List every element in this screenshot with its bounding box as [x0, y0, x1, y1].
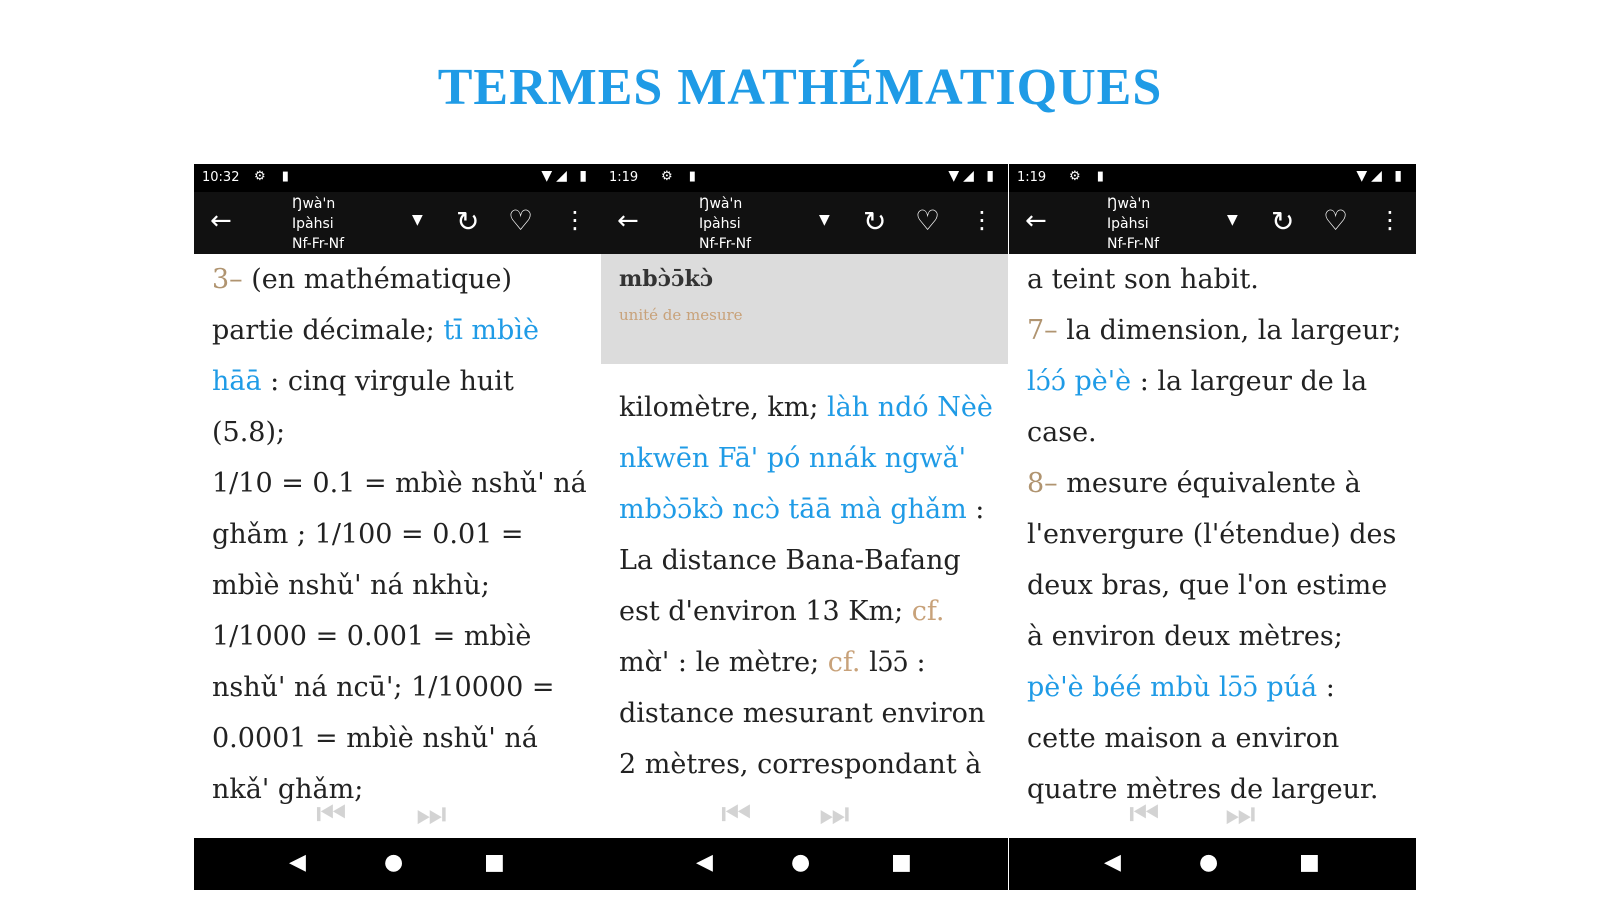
app-bar — [194, 192, 601, 254]
status-right-icons: ▼◢ ▮ — [948, 168, 998, 184]
app-bar — [601, 192, 1008, 254]
entry-text: : cinq virgule huit (5.8); — [212, 366, 514, 448]
dropdown-line-1: Ŋwà'n — [292, 196, 336, 212]
next-icon[interactable]: ⏭ — [819, 794, 850, 834]
favorite-heart-icon[interactable]: ♡ — [508, 204, 534, 237]
entry-text: lɔ̄ɔ̄ : distance mesurant environ 2 mètres, correspondant à — [619, 647, 986, 780]
entry-text: : la largeur de la case. — [1027, 366, 1368, 448]
entry-content — [619, 382, 998, 838]
navigation-bar — [194, 838, 601, 890]
dropdown-line-3: Nf-Fr-Nf — [292, 236, 345, 252]
nav-home-icon[interactable]: ● — [791, 850, 811, 875]
nav-recent-icon[interactable]: ■ — [891, 850, 912, 875]
nav-recent-icon[interactable]: ■ — [484, 850, 505, 875]
nav-back-icon[interactable]: ◀ — [696, 850, 713, 875]
phone-screenshots — [194, 164, 1416, 890]
overflow-menu-icon[interactable]: ⋮ — [563, 206, 587, 234]
dictionary-dropdown[interactable] — [1107, 194, 1237, 252]
status-left-icons: ⚙ ▮ — [1069, 169, 1110, 184]
sense-number: 8– — [1027, 468, 1058, 499]
nav-recent-icon[interactable]: ■ — [1299, 850, 1320, 875]
page-title: TERMES MATHÉMATIQUES — [437, 59, 1163, 116]
sense-number: 7– — [1027, 315, 1058, 346]
chevron-down-icon[interactable]: ▼ — [412, 212, 423, 228]
cross-reference[interactable]: cf. — [911, 596, 945, 627]
refresh-icon[interactable]: ↻ — [1271, 205, 1295, 238]
dropdown-line-2: Ipàhsi — [292, 216, 334, 232]
favorite-heart-icon[interactable]: ♡ — [915, 204, 941, 237]
entry-text: : La distance Bana-Bafang est d'environ 13 Km; — [619, 494, 985, 627]
entry-text: mɑ̀' : le mètre; — [619, 647, 828, 678]
dropdown-line-2: Ipàhsi — [1107, 216, 1149, 232]
navigation-bar — [1009, 838, 1416, 890]
entry-text: 1/10 = 0.1 = mbìè nshǔ' ná ghǎm ; 1/100 = 0.01 = mbìè nshǔ' ná nkhù; 1/1000 = 0.001 = mbìè nshǔ' ná ncū'; 1/10000 = 0.0001 = mbìè nshǔ' ná nkǎ' ghǎm; — [212, 468, 587, 805]
dropdown-line-1: Ŋwà'n — [699, 196, 743, 212]
entry-text: la dimension, la largeur; — [1057, 315, 1402, 346]
previous-icon[interactable]: ⏮ — [1129, 794, 1160, 834]
refresh-icon[interactable]: ↻ — [863, 205, 887, 238]
refresh-icon[interactable]: ↻ — [456, 205, 480, 238]
status-bar — [194, 164, 601, 192]
entry-text: : cette maison a environ quatre mètres de largeur. — [1027, 672, 1379, 805]
previous-icon[interactable]: ⏮ — [316, 794, 347, 834]
back-arrow-icon[interactable]: ← — [1025, 206, 1047, 236]
entry-content — [1027, 254, 1406, 838]
example-link[interactable]: làh ndó Nèè nkwēn Fā' pó nnák ngwǎ' mbɔ̀ɔ̄kɔ̀ ncɔ̀ tāā mà ghǎm — [619, 392, 993, 525]
status-time: 1:19 — [609, 170, 639, 185]
status-time: 1:19 — [1017, 170, 1047, 185]
headword-gloss: unité de mesure — [619, 306, 743, 324]
nav-home-icon[interactable]: ● — [384, 850, 404, 875]
back-arrow-icon[interactable]: ← — [617, 206, 639, 236]
example-link[interactable]: lɔ́ɔ́ pè'è — [1027, 366, 1132, 397]
previous-icon[interactable]: ⏮ — [721, 794, 752, 834]
entry-header — [601, 254, 1008, 364]
entry-text: (en mathématique) partie décimale; — [212, 264, 513, 346]
entry-text: mesure équivalente à l'envergure (l'étendue) des deux bras, que l'on estime à environ deux mètres; — [1027, 468, 1397, 652]
dictionary-dropdown[interactable] — [699, 194, 829, 252]
status-left-icons: ⚙ ▮ — [254, 169, 295, 184]
next-icon[interactable]: ⏭ — [416, 794, 447, 834]
overflow-menu-icon[interactable]: ⋮ — [1378, 206, 1402, 234]
nav-home-icon[interactable]: ● — [1199, 850, 1219, 875]
app-bar — [1009, 192, 1416, 254]
sense-number: 3– — [212, 264, 243, 295]
chevron-down-icon[interactable]: ▼ — [819, 212, 830, 228]
status-bar — [1009, 164, 1416, 192]
phone-screen-1 — [194, 164, 601, 890]
dropdown-line-3: Nf-Fr-Nf — [699, 236, 752, 252]
status-time: 10:32 — [202, 170, 240, 185]
status-right-icons: ▼◢ ▮ — [541, 168, 591, 184]
entry-text: kilomètre, km; — [619, 392, 828, 423]
headword: mbɔ̀ɔ̄kɔ̀ — [619, 266, 714, 292]
status-right-icons: ▼◢ ▮ — [1356, 168, 1406, 184]
nav-back-icon[interactable]: ◀ — [1104, 850, 1121, 875]
example-link[interactable]: pè'è béé mbù lɔ̄ɔ̄ púá — [1027, 672, 1318, 703]
navigation-bar — [601, 838, 1008, 890]
favorite-heart-icon[interactable]: ♡ — [1323, 204, 1349, 237]
cross-reference[interactable]: cf. — [827, 647, 861, 678]
dropdown-line-2: Ipàhsi — [699, 216, 741, 232]
chevron-down-icon[interactable]: ▼ — [1227, 212, 1238, 228]
dropdown-line-1: Ŋwà'n — [1107, 196, 1151, 212]
phone-screen-3 — [1009, 164, 1416, 890]
entry-content — [212, 254, 591, 838]
status-left-icons: ⚙ ▮ — [661, 169, 702, 184]
example-link[interactable]: tī mbìè hāā — [212, 315, 539, 397]
back-arrow-icon[interactable]: ← — [210, 206, 232, 236]
dropdown-line-3: Nf-Fr-Nf — [1107, 236, 1160, 252]
entry-text: a teint son habit. — [1027, 264, 1259, 295]
phone-screen-2 — [601, 164, 1008, 890]
dictionary-dropdown[interactable] — [292, 194, 422, 252]
overflow-menu-icon[interactable]: ⋮ — [970, 206, 994, 234]
nav-back-icon[interactable]: ◀ — [289, 850, 306, 875]
status-bar — [601, 164, 1008, 192]
next-icon[interactable]: ⏭ — [1225, 794, 1256, 834]
